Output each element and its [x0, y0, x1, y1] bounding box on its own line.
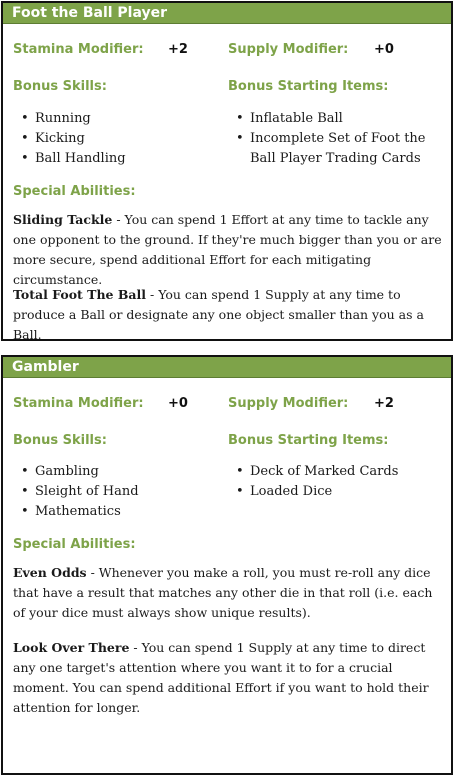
- bonus-items-label: Bonus Starting Items:: [228, 433, 389, 448]
- stamina-modifier-value: +2: [168, 42, 188, 57]
- card-title: Foot the Ball Player: [3, 3, 451, 24]
- ability-paragraph: Look Over There - You can spend 1 Supply at any time to direct any one target's attention where you want it to for a crucial moment. You can spend additional Effort if you want to hold their attention for longer.: [13, 640, 429, 715]
- supply-modifier-label: Supply Modifier:: [228, 42, 349, 57]
- card-title: Gambler: [3, 357, 451, 378]
- bonus-items-label: Bonus Starting Items:: [228, 79, 389, 94]
- list-item: • Mathematics: [13, 502, 213, 522]
- stamina-modifier-label: Stamina Modifier:: [13, 42, 144, 57]
- list-item: • Sleight of Hand: [13, 482, 213, 502]
- ability-text: You can spend 1 Supply at any time to direct any one target's attention where you want it to for a crucial moment. You can spend additional Effort if you want to hold their attention for longer.: [13, 640, 429, 715]
- ability-name: Look Over There: [13, 640, 130, 655]
- list-item: • Gambling: [13, 462, 213, 482]
- list-item: • Deck of Marked Cards: [228, 462, 438, 482]
- ability-paragraph: Total Foot The Ball - You can spend 1 Supply at any time to produce a Ball or designate any one object smaller than you as a Ball.: [13, 287, 424, 342]
- list-item: • Inflatable Ball: [228, 109, 438, 129]
- supply-modifier-value: +2: [374, 396, 394, 411]
- special-abilities-label: Special Abilities:: [13, 537, 136, 552]
- ability-text: You can spend 1 Effort at any time to tackle any one opponent to the ground. If they're much bigger than you or are more secure, spend additional Effort for each mitigating circumstance.: [13, 212, 442, 287]
- bonus-skills-list: [13, 109, 213, 169]
- bonus-items-list: [228, 462, 438, 502]
- list-item: • Incomplete Set of Foot the Ball Player Trading Cards: [228, 129, 438, 169]
- ability-text: You can spend 1 Supply at any time to produce a Ball or designate any one object smaller than you as a Ball.: [13, 287, 424, 342]
- special-abilities-label: Special Abilities:: [13, 184, 136, 199]
- supply-modifier-label: Supply Modifier:: [228, 396, 349, 411]
- list-item: • Loaded Dice: [228, 482, 438, 502]
- ability-paragraph: Sliding Tackle - You can spend 1 Effort at any time to tackle any one opponent to the ground. If they're much bigger than you or are more secure, spend additional Effort for each mitigating circumstance.: [13, 212, 442, 287]
- class-card-gambler: [1, 355, 453, 775]
- stamina-modifier-label: Stamina Modifier:: [13, 396, 144, 411]
- bonus-skills-list: [13, 462, 213, 522]
- bonus-items-list: [228, 109, 438, 169]
- ability-paragraph: Even Odds - Whenever you make a roll, you must re-roll any dice that have a result that matches any other die in that roll (i.e. each of your dice must always show unique results).: [13, 565, 433, 620]
- supply-modifier-value: +0: [374, 42, 394, 57]
- stamina-modifier-value: +0: [168, 396, 188, 411]
- ability-name: Total Foot The Ball: [13, 287, 147, 302]
- bonus-skills-label: Bonus Skills:: [13, 433, 107, 448]
- list-item: • Ball Handling: [13, 149, 213, 169]
- ability-text: Whenever you make a roll, you must re-roll any dice that have a result that matches any other die in that roll (i.e. each of your dice must always show unique results).: [13, 565, 433, 620]
- ability-name: Even Odds: [13, 565, 87, 580]
- bonus-skills-label: Bonus Skills:: [13, 79, 107, 94]
- ability-name: Sliding Tackle: [13, 212, 113, 227]
- list-item: • Kicking: [13, 129, 213, 149]
- class-card-foot-the-ball-player: [1, 1, 453, 341]
- list-item: • Running: [13, 109, 213, 129]
